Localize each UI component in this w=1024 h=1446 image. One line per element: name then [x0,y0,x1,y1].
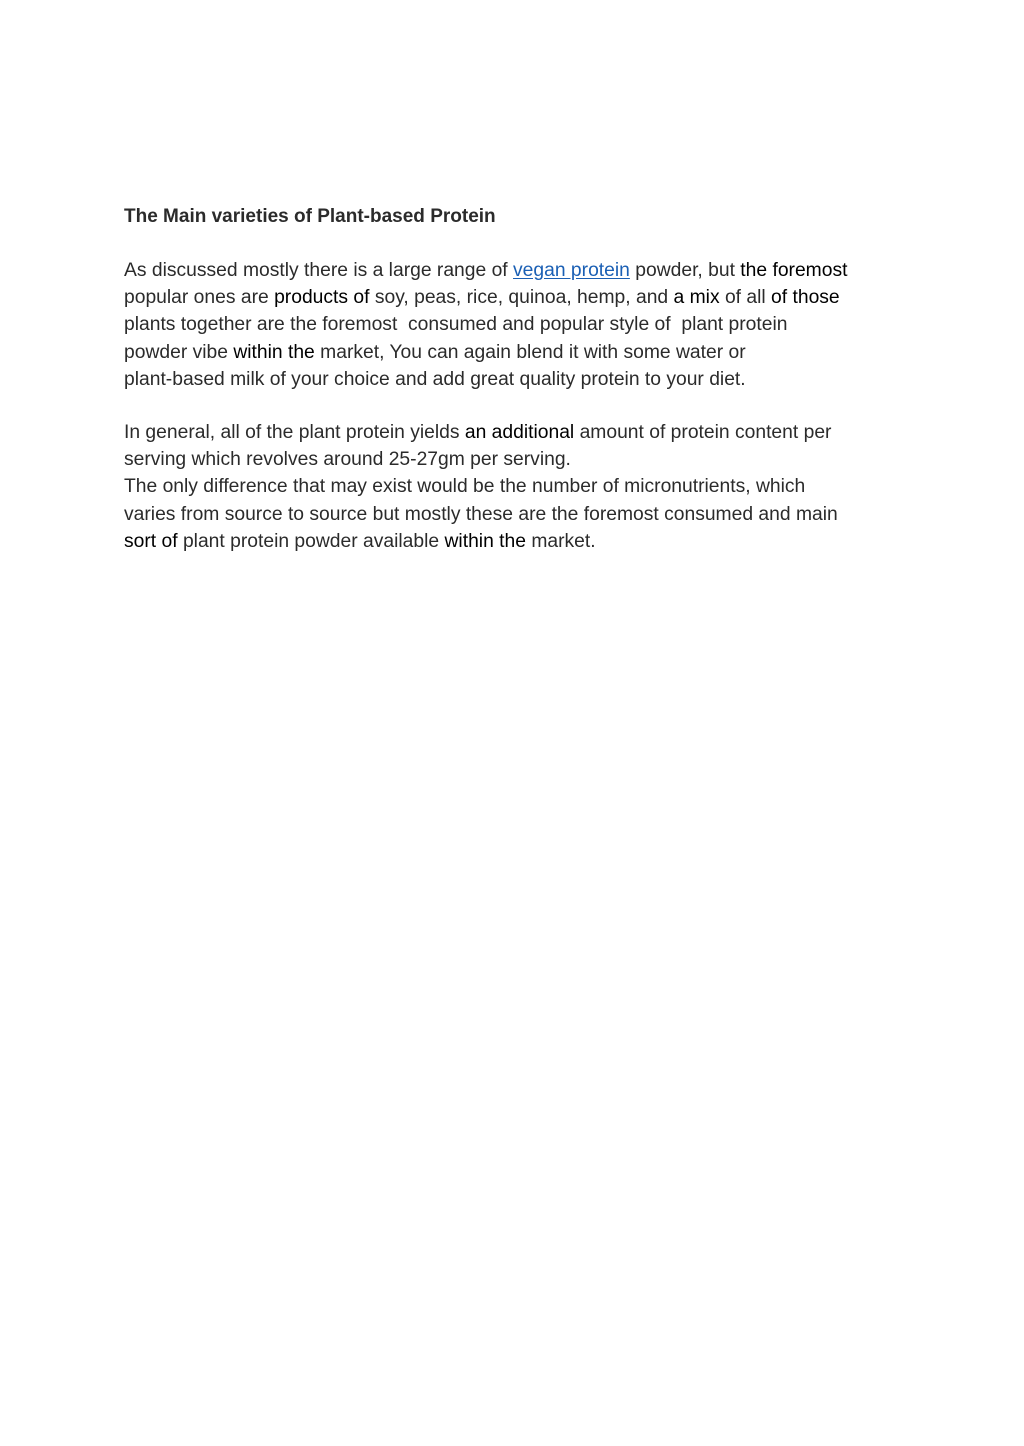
paragraph-2-line-1 [124,419,914,446]
text-span: As discussed mostly there is a large range of [124,260,514,281]
text-span: the foremost [740,260,848,281]
paragraph-2-line-2: serving which revolves around 25-27gm per serving. [124,449,571,471]
section-heading: The Main varieties of Plant-based Protein [124,206,496,227]
paragraph-spacer [124,393,914,419]
paragraph-2-line-4: varies from source to source but mostly these are the foremost consumed and main [124,503,838,525]
text-span: products of [274,287,370,309]
paragraph-1-line-2 [124,284,914,311]
text-span: soy, peas, rice, quinoa, hemp, and [369,287,674,309]
paragraph-1-line-3: plants together are the foremost consumed and popular style of plant protein [124,314,788,336]
text-span: within the [233,341,315,363]
paragraph-1-line-1 [124,257,914,284]
text-span: amount of protein content per [574,422,832,444]
text-span: market. [525,530,596,552]
text-span: In general, all of the plant protein yields [124,422,465,444]
text-span: powder vibe [124,341,234,363]
text-span: within the [444,530,526,552]
paragraph-2-line-3: The only difference that may exist would be the number of micronutrients, which [124,476,806,498]
paragraph-1-line-4 [124,339,914,366]
paragraph-2-line-5 [124,528,914,555]
text-span: powder, but [629,260,741,281]
text-span: of those [771,287,840,309]
text-span: of all [719,287,772,309]
text-span: sort of [124,530,178,552]
paragraph-2 [124,419,914,555]
paragraph-1-line-5: plant-based milk of your choice and add great quality protein to your diet. [124,368,746,390]
paragraph-1 [124,257,914,393]
text-span: a mix [673,287,720,309]
text-span: market, You can again blend it with some water or [314,341,746,363]
text-span: popular ones are [124,287,275,309]
document-body [124,203,914,555]
text-span: an additional [464,422,575,444]
vegan-protein-link[interactable]: vegan protein [513,260,630,281]
text-span: plant protein powder available [177,530,445,552]
